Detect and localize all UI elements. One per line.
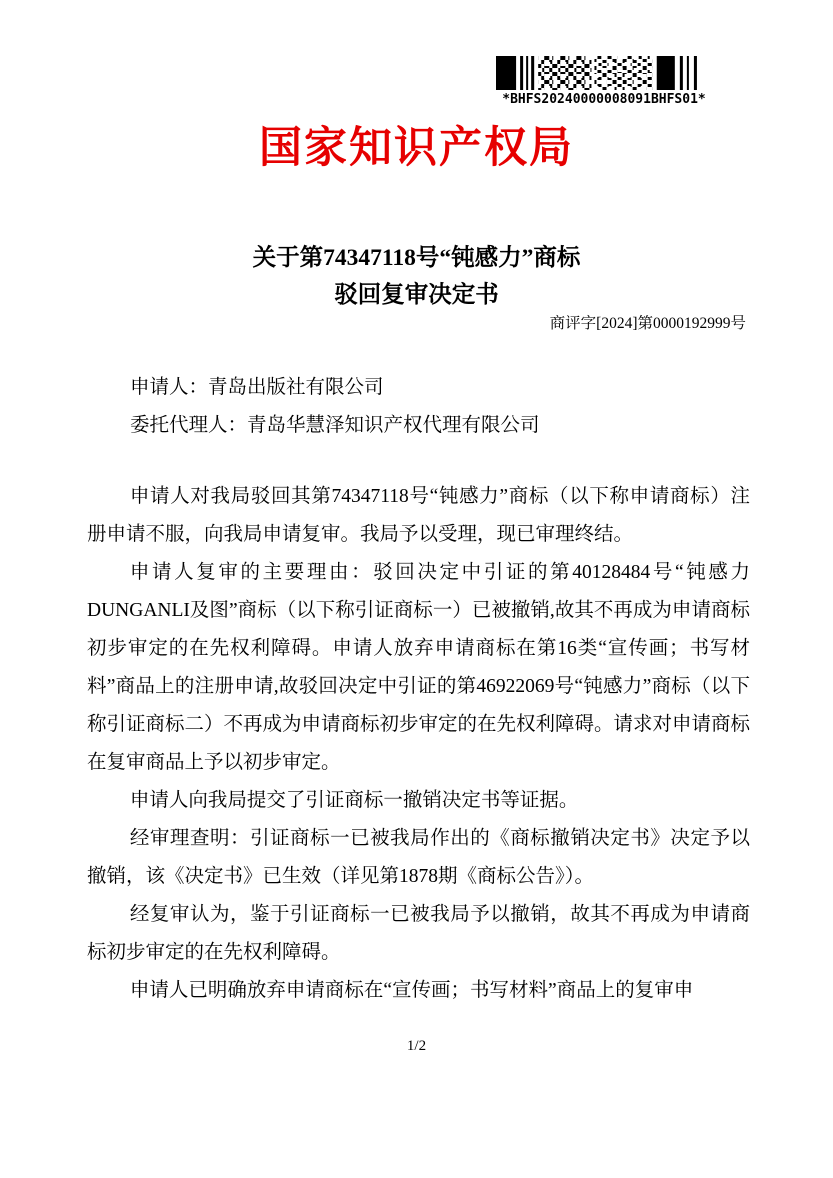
parties-block: [130, 369, 540, 445]
barcode-image: [496, 56, 712, 90]
paragraph-3: 申请人向我局提交了引证商标一撤销决定书等证据。: [129, 790, 579, 811]
decision-body: [87, 478, 750, 1010]
applicant-line: [130, 369, 540, 407]
page-number: 1/2: [406, 1038, 427, 1054]
applicant-name: 青岛出版社有限公司: [208, 377, 384, 398]
barcode: [496, 56, 712, 107]
barcode-text: *BHFS20240000008091BHFS01*: [502, 92, 706, 107]
document-title-line1: 关于第74347118号“钝感力”商标: [252, 245, 581, 271]
agency-title: 国家知识产权局: [259, 124, 574, 172]
paragraph-5: 经复审认为，鉴于引证商标一已被我局予以撤销，故其不再成为申请商标初步审定的在先权利障碍。: [87, 904, 750, 963]
document-title: [0, 240, 833, 314]
applicant-label: 申请人：: [130, 377, 209, 398]
agent-name: 青岛华慧泽知识产权代理有限公司: [247, 415, 540, 436]
agent-line: [130, 407, 540, 445]
paragraph-4: 经审理查明：引证商标一已被我局作出的《商标撤销决定书》决定予以撤销，该《决定书》已生效（详见第1878期《商标公告》）。: [87, 828, 750, 887]
agent-label: 委托代理人：: [130, 415, 248, 436]
document-title-line2: 驳回复审决定书: [334, 282, 499, 308]
case-number: 商评字[2024]第0000192999号: [549, 315, 746, 332]
paragraph-6: 申请人已明确放弃申请商标在“宣传画；书写材料”商品上的复审申: [129, 980, 694, 1001]
paragraph-1: 申请人对我局驳回其第74347118号“钝感力”商标（以下称申请商标）注册申请不服，向我局申请复审。我局予以受理，现已审理终结。: [87, 486, 750, 545]
paragraph-2: 申请人复审的主要理由：驳回决定中引证的第40128484号“钝感力DUNGANLI及图”商标（以下称引证商标一）已被撤销,故其不再成为申请商标初步审定的在先权利障碍。申请人放弃申请商标在第16类“宣传画；书写材料”商品上的注册申请,故驳回决定中引证的第46922069号“钝感力”商标（以下称引证商标二）不再成为申请商标初步审定的在先权利障碍。请求对申请商标在复审商品上予以初步审定。: [87, 562, 751, 773]
